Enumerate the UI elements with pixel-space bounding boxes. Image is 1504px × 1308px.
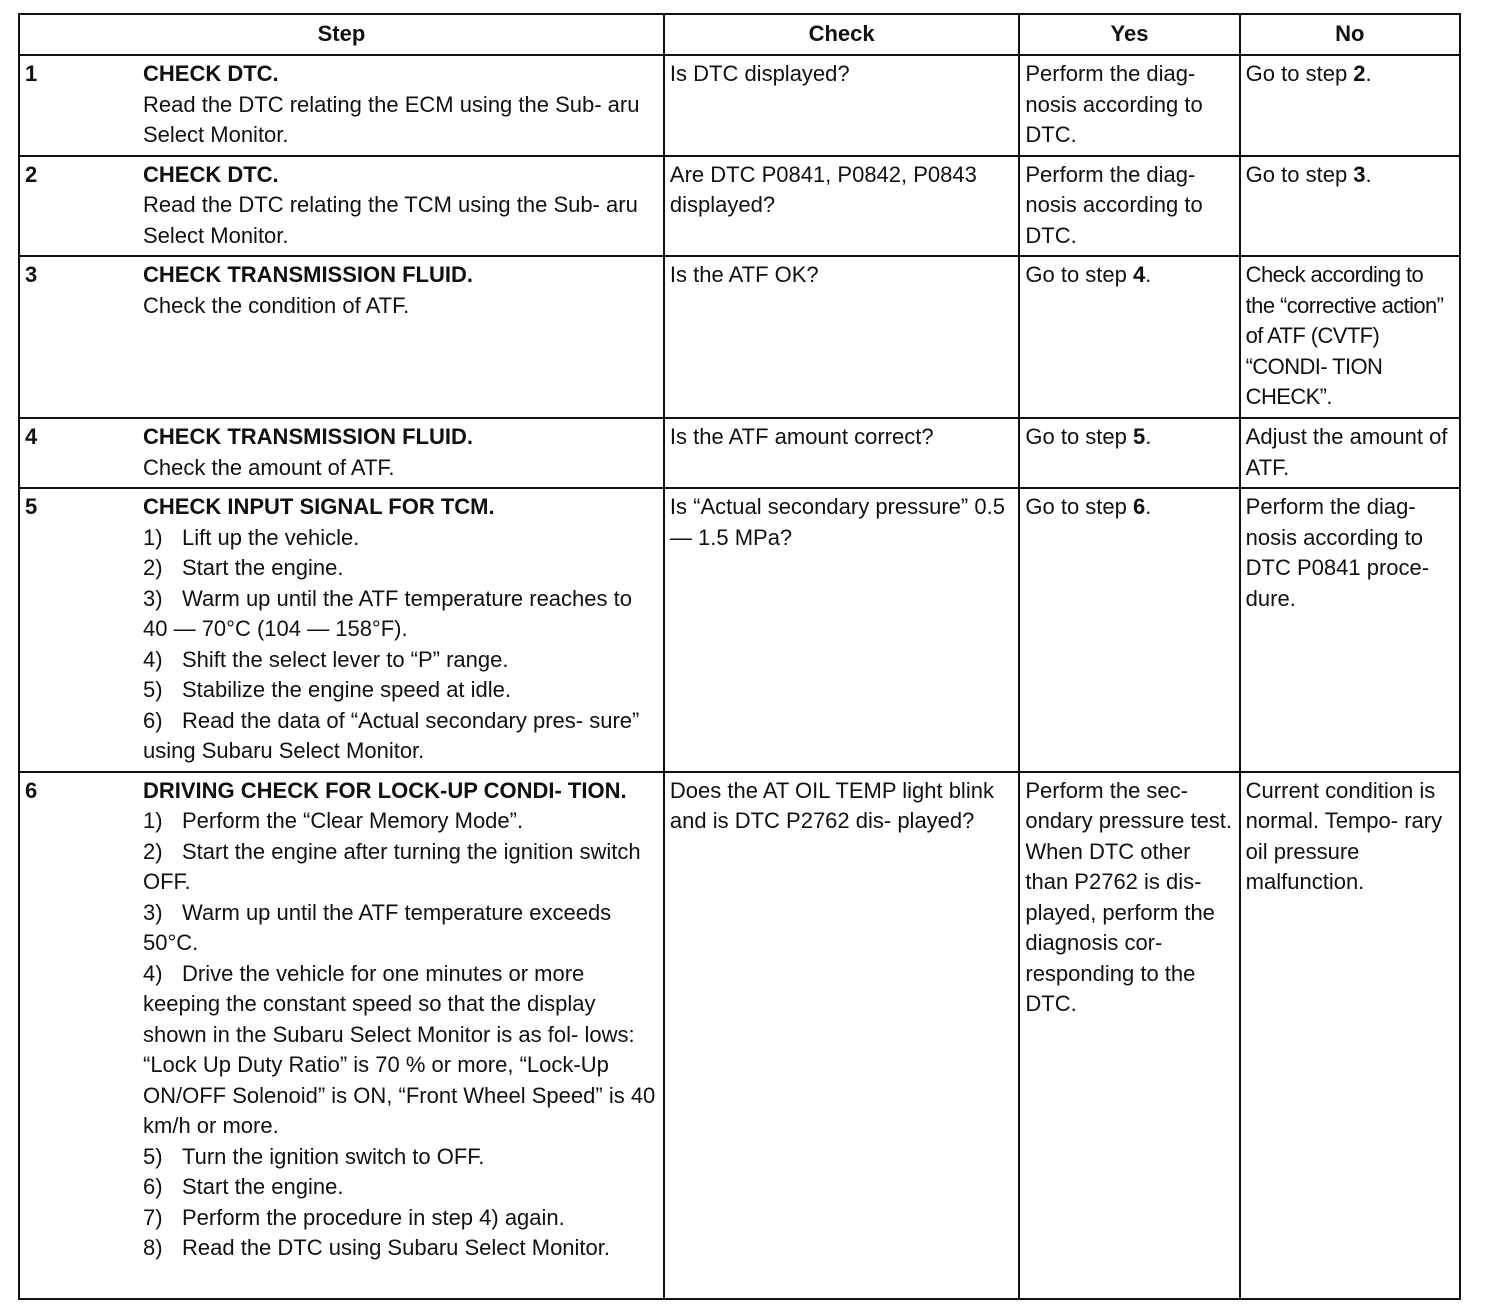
procedure-item — [143, 1203, 659, 1234]
no-cell: Check according to the “corrective action” of ATF (CVTF) “CONDI- TION CHECK”. — [1240, 256, 1460, 418]
procedure-item-text: Read the data of “Actual secondary pres- sure” using Subaru Select Monitor. — [143, 707, 640, 763]
yes-text-end: . — [1145, 494, 1152, 519]
check-cell: Are DTC P0841, P0842, P0843 displayed? — [664, 156, 1019, 257]
no-text-end: . — [1365, 161, 1372, 187]
procedure-item-text: Warm up until the ATF temperature reaches to 40 — 70°C (104 — 158°F). — [143, 585, 632, 641]
step-cell — [19, 418, 664, 488]
procedure-item-text: Start the engine. — [182, 555, 344, 580]
step-number: 5 — [25, 494, 38, 519]
procedure-item-text: Lift up the vehicle. — [182, 524, 360, 550]
yes-cell — [1019, 418, 1239, 488]
procedure-item-number: 1) — [143, 524, 163, 550]
procedure-item-text: Stabilize the engine speed at idle. — [182, 677, 512, 702]
procedure-item — [143, 645, 659, 676]
procedure-item — [143, 1142, 659, 1173]
yes-cell: Perform the diag- nosis according to DTC. — [1019, 55, 1239, 156]
no-cell: Current condition is normal. Tempo- rary oil pressure malfunction. — [1240, 772, 1460, 1299]
procedure-item-text: Perform the “Clear Memory Mode”. — [182, 808, 524, 833]
diagnostic-table — [18, 13, 1461, 1300]
step-cell — [19, 156, 664, 257]
procedure-item — [143, 1233, 659, 1264]
procedure-item-number: 3) — [143, 899, 163, 925]
table-row — [19, 418, 1460, 488]
procedure-item-number: 6) — [143, 707, 163, 733]
yes-extra-text: When DTC other than P2762 is dis- played, perform the diagnosis cor- responding to the DTC. — [1025, 838, 1215, 1016]
yes-step-ref: 4 — [1133, 262, 1146, 287]
yes-step-ref: 5 — [1133, 424, 1146, 449]
no-cell: Perform the diag- nosis according to DTC P0841 proce- dure. — [1240, 488, 1460, 772]
check-cell: Is the ATF amount correct? — [664, 418, 1019, 488]
procedure-item — [143, 675, 659, 706]
procedure-item — [143, 553, 659, 584]
procedure-item-text: Perform the procedure in step 4) again. — [182, 1204, 565, 1230]
header-step: Step — [19, 14, 664, 55]
procedure-item-number: 3) — [143, 585, 163, 611]
procedure-item-number: 1) — [143, 808, 163, 833]
step-number: 3 — [25, 262, 38, 287]
step-title: DRIVING CHECK FOR LOCK-UP CONDI- TION. — [143, 777, 627, 803]
step-title: CHECK TRANSMISSION FLUID. — [143, 262, 473, 287]
table-row — [19, 256, 1460, 418]
procedure-item-text: Start the engine after turning the ignition switch OFF. — [143, 838, 641, 894]
step-title: CHECK DTC. — [143, 161, 279, 187]
header-check: Check — [664, 14, 1019, 55]
table-row — [19, 488, 1460, 772]
check-cell: Does the AT OIL TEMP light blink and is DTC P2762 dis- played? — [664, 772, 1019, 1299]
yes-cell — [1019, 772, 1239, 1299]
no-text-end: . — [1365, 61, 1372, 86]
check-cell: Is “Actual secondary pressure” 0.5 — 1.5 MPa? — [664, 488, 1019, 772]
procedure-item — [143, 837, 659, 898]
yes-cell: Perform the diag- nosis according to DTC. — [1019, 156, 1239, 257]
yes-step-ref: 6 — [1133, 494, 1146, 519]
yes-text: Perform the sec- ondary pressure test. — [1025, 777, 1233, 833]
procedure-item — [143, 706, 659, 767]
no-step-ref: 3 — [1353, 161, 1366, 187]
procedure-item-text: Shift the select lever to “P” range. — [182, 646, 509, 672]
yes-text-end: . — [1145, 424, 1152, 449]
step-cell — [19, 55, 664, 156]
procedure-item — [143, 898, 659, 959]
no-cell — [1240, 55, 1460, 156]
no-text: Go to step — [1245, 61, 1354, 86]
procedure-item-number: 4) — [143, 960, 163, 986]
header-no: No — [1240, 14, 1460, 55]
check-cell: Is the ATF OK? — [664, 256, 1019, 418]
table-row — [19, 55, 1460, 156]
table-row — [19, 156, 1460, 257]
procedure-item-text: Warm up until the ATF temperature exceeds 50°C. — [143, 899, 612, 955]
procedure-item-number: 8) — [143, 1235, 163, 1260]
procedure-item-text: Turn the ignition switch to OFF. — [182, 1143, 485, 1169]
no-text: Go to step — [1245, 161, 1354, 187]
step-title: CHECK DTC. — [143, 61, 279, 86]
yes-cell — [1019, 488, 1239, 772]
step-description: Read the DTC relating the TCM using the Sub- aru Select Monitor. — [143, 192, 638, 248]
step-description: Check the condition of ATF. — [143, 292, 410, 318]
yes-text-end: . — [1145, 262, 1152, 287]
header-row — [19, 14, 1460, 55]
check-cell: Is DTC displayed? — [664, 55, 1019, 156]
procedure-item-number: 4) — [143, 646, 163, 672]
yes-text: Go to step — [1025, 262, 1133, 287]
yes-text: Go to step — [1025, 494, 1133, 519]
step-number: 4 — [25, 424, 38, 449]
procedure-item — [143, 584, 659, 645]
procedure-item-number: 5) — [143, 1143, 163, 1169]
step-description: Check the amount of ATF. — [143, 454, 395, 480]
table-row — [19, 772, 1460, 1299]
yes-text: Go to step — [1025, 424, 1133, 449]
procedure-item-number: 7) — [143, 1204, 163, 1230]
procedure-item-text: Read the DTC using Subaru Select Monitor. — [182, 1235, 611, 1260]
no-cell — [1240, 156, 1460, 257]
step-title: CHECK INPUT SIGNAL FOR TCM. — [143, 494, 495, 519]
procedure-item-text: Start the engine. — [182, 1174, 344, 1199]
step-cell — [19, 488, 664, 772]
no-cell: Adjust the amount of ATF. — [1240, 418, 1460, 488]
step-description: Read the DTC relating the ECM using the Sub- aru Select Monitor. — [143, 91, 640, 147]
step-title: CHECK TRANSMISSION FLUID. — [143, 424, 473, 449]
step-cell — [19, 772, 664, 1299]
step-number: 2 — [25, 161, 38, 187]
procedure-item-number: 2) — [143, 838, 163, 864]
no-step-ref: 2 — [1353, 61, 1366, 86]
step-number: 6 — [25, 777, 38, 803]
procedure-item-number: 5) — [143, 677, 163, 702]
procedure-item — [143, 959, 659, 1142]
procedure-item — [143, 806, 659, 837]
procedure-item-number: 2) — [143, 555, 163, 580]
procedure-item — [143, 523, 659, 554]
procedure-item-text: Drive the vehicle for one minutes or more keeping the constant speed so that the display shown in the Subaru Select Monitor is as fol- lows: “Lock Up Duty Ratio” is 70 % or more, “Lock-Up ON/OFF Solenoid” is ON, “Front Wheel Speed” is 40 km/h or more. — [143, 960, 656, 1138]
procedure-item — [143, 1172, 659, 1203]
yes-cell — [1019, 256, 1239, 418]
step-number: 1 — [25, 61, 38, 86]
procedure-item-number: 6) — [143, 1174, 163, 1199]
step-cell — [19, 256, 664, 418]
header-yes: Yes — [1019, 14, 1239, 55]
